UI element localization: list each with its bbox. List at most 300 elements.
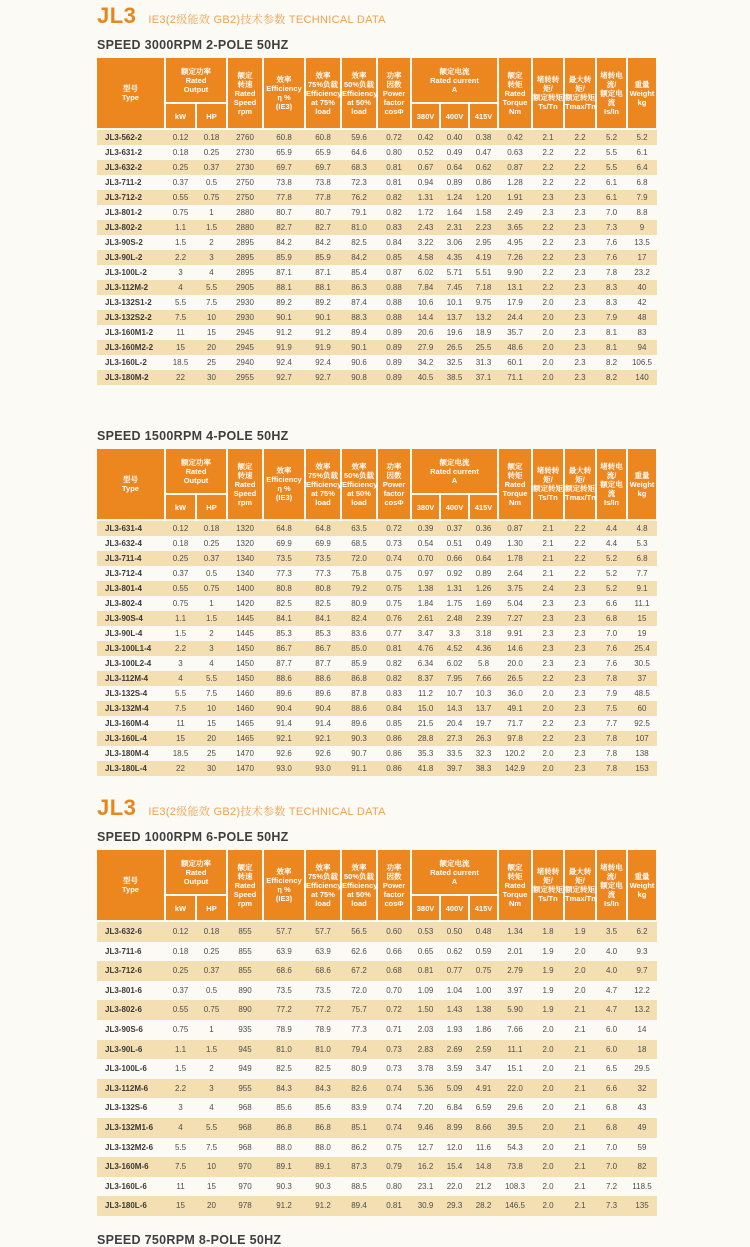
data-cell: 7.5 — [165, 1157, 196, 1177]
data-cell: 20.0 — [507, 659, 523, 668]
data-cell: 2.3 — [542, 208, 554, 217]
model-cell: JL3-160L-2 — [105, 358, 147, 367]
data-cell: 7.5 — [205, 689, 218, 698]
data-cell: 63.9 — [276, 946, 292, 956]
table-row — [97, 761, 657, 776]
data-cell: 31.3 — [475, 358, 492, 367]
data-cell: 32.5 — [446, 358, 463, 367]
data-cell: 18 — [627, 1040, 657, 1060]
data-cell: 25 — [207, 358, 216, 367]
data-cell: 2.1 — [564, 1040, 596, 1060]
data-cell: 0.89 — [377, 340, 411, 355]
data-cell: 0.74 — [377, 1118, 411, 1138]
spec-table-4pole — [97, 449, 658, 776]
data-cell: 72.0 — [341, 551, 377, 566]
data-cell: 69.7 — [263, 160, 305, 175]
data-cell: 2 — [209, 1064, 214, 1074]
data-cell: 77.3 — [276, 569, 292, 578]
table-4pole — [97, 449, 657, 776]
data-cell: 0.87 — [498, 520, 532, 536]
model-cell: JL3-100L1-4 — [97, 641, 165, 656]
data-cell: 2.3 — [574, 689, 586, 698]
data-cell: 1.5 — [196, 611, 227, 626]
table-row — [97, 701, 657, 716]
table-row — [97, 355, 657, 370]
data-cell: 2.39 — [469, 611, 498, 626]
data-cell: 1.1 — [165, 611, 196, 626]
table-row — [97, 175, 657, 190]
data-cell: 2955 — [227, 370, 263, 385]
data-cell: 2.0 — [532, 340, 564, 355]
data-cell: 2.1 — [532, 129, 564, 145]
data-cell: 88.3 — [341, 310, 377, 325]
data-cell: 955 — [227, 1079, 263, 1099]
data-cell: 89.2 — [276, 298, 292, 307]
data-cell: 0.81 — [411, 961, 440, 981]
data-cell: 3.5 — [596, 921, 627, 942]
data-cell: 90.6 — [351, 358, 367, 367]
data-cell: 2.3 — [564, 611, 596, 626]
table-row — [97, 626, 657, 641]
data-cell: 89.6 — [315, 689, 331, 698]
data-cell: 8.8 — [636, 208, 648, 217]
data-cell: 0.85 — [386, 719, 402, 728]
data-cell: 11 — [176, 719, 185, 728]
data-cell: 4.7 — [596, 1000, 627, 1020]
data-cell: 7.26 — [498, 250, 532, 265]
model-cell: JL3-711-2 — [105, 178, 142, 187]
data-cell: 0.18 — [196, 921, 227, 942]
data-cell: 0.77 — [440, 961, 469, 981]
data-cell: 2.2 — [532, 160, 564, 175]
data-cell: 5.5 — [596, 160, 627, 175]
data-cell: 15 — [207, 719, 216, 728]
data-cell: 2.3 — [574, 749, 586, 758]
data-cell: 63.9 — [315, 946, 331, 956]
data-cell: 5.2 — [596, 551, 627, 566]
data-cell: 7.0 — [596, 1157, 627, 1177]
data-cell: 82.7 — [305, 220, 341, 235]
col-header-v380: 380V — [411, 494, 440, 520]
data-cell: 1320 — [236, 539, 254, 548]
data-cell: 0.75 — [196, 190, 227, 205]
data-cell: 65.9 — [315, 148, 331, 157]
data-cell: 0.25 — [165, 551, 196, 566]
col-header-eff50: 效率 50%负载 Efficiency at 50% load — [341, 449, 377, 520]
data-cell: 9.75 — [475, 298, 492, 307]
table-row — [97, 536, 657, 551]
col-header-hp: HP — [196, 103, 227, 129]
data-cell: 49.1 — [498, 701, 532, 716]
data-cell: 2.2 — [542, 719, 554, 728]
data-cell: 90.3 — [341, 731, 377, 746]
model-cell: JL3-801-6 — [105, 985, 142, 995]
data-cell: 72.3 — [351, 178, 367, 187]
data-cell: 7.9 — [627, 190, 657, 205]
data-cell: 15.1 — [507, 1064, 523, 1074]
data-cell: 855 — [238, 946, 252, 956]
data-cell: 4.91 — [469, 1079, 498, 1099]
data-cell: 5.5 — [196, 280, 227, 295]
table-row — [97, 942, 657, 962]
data-cell: 1465 — [227, 731, 263, 746]
data-cell: 25.4 — [627, 641, 657, 656]
model-cell: JL3-180L-6 — [97, 1196, 165, 1216]
col-header-pf: 功率 因数 Power factor cosΦ — [377, 449, 411, 520]
col-header-eff75: 效率 75%负载 Efficiency at 75% load — [305, 449, 341, 520]
data-cell: 7.20 — [417, 1103, 434, 1113]
doc-header — [97, 0, 657, 29]
data-cell: 2.2 — [564, 520, 596, 536]
data-cell: 0.12 — [165, 921, 196, 942]
data-cell: 0.83 — [377, 220, 411, 235]
table-row — [97, 731, 657, 746]
model-cell: JL3-160M1-2 — [105, 328, 154, 337]
data-cell: 118.5 — [632, 1181, 652, 1191]
data-cell: 2.0 — [542, 1181, 554, 1191]
data-cell: 7.6 — [596, 250, 627, 265]
data-cell: 1420 — [236, 599, 254, 608]
data-cell: 85.3 — [315, 629, 331, 638]
model-cell: JL3-132S2-2 — [97, 310, 165, 325]
data-cell: 16.2 — [411, 1157, 440, 1177]
data-cell: 2.2 — [542, 238, 554, 247]
data-cell: 7.95 — [440, 671, 469, 686]
data-cell: 6.8 — [636, 178, 648, 187]
data-cell: 2.3 — [574, 358, 586, 367]
data-cell: 92.4 — [276, 358, 292, 367]
data-cell: 0.75 — [386, 569, 402, 578]
data-cell: 7.84 — [411, 280, 440, 295]
table-row — [97, 671, 657, 686]
data-cell: 0.75 — [172, 1024, 189, 1034]
data-cell: 48.6 — [498, 340, 532, 355]
data-cell: 73.8 — [498, 1157, 532, 1177]
data-cell: 855 — [227, 921, 263, 942]
data-cell: 7.66 — [507, 1024, 523, 1034]
data-cell: 2.1 — [542, 569, 554, 578]
model-cell: JL3-632-6 — [97, 921, 165, 942]
model-cell: JL3-631-2 — [105, 148, 142, 157]
data-cell: 1.04 — [446, 985, 463, 995]
data-cell: 146.5 — [498, 1196, 532, 1216]
table-row — [97, 340, 657, 355]
data-cell: 94 — [627, 340, 657, 355]
data-cell: 10.1 — [446, 298, 463, 307]
data-cell: 0.89 — [446, 178, 463, 187]
data-cell: 4.76 — [411, 641, 440, 656]
data-cell: 24.4 — [498, 310, 532, 325]
data-cell: 7.2 — [605, 1181, 618, 1191]
data-cell: 2.1 — [532, 520, 564, 536]
data-cell: 9.90 — [507, 268, 523, 277]
data-cell: 7.3 — [596, 220, 627, 235]
data-cell: 11 — [176, 328, 185, 337]
table-row — [97, 1196, 657, 1216]
data-cell: 1450 — [236, 659, 254, 668]
data-cell: 2.1 — [574, 1024, 586, 1034]
data-cell: 26.5 — [440, 340, 469, 355]
data-cell: 2.0 — [542, 749, 554, 758]
data-cell: 2.0 — [542, 328, 554, 337]
data-cell: 73.8 — [276, 178, 292, 187]
data-cell: 15 — [207, 1181, 216, 1191]
data-cell: 69.9 — [315, 539, 331, 548]
data-cell: 2.2 — [564, 551, 596, 566]
data-cell: 3 — [196, 1079, 227, 1099]
col-header-ts_tn: 堵转转矩/ 额定转矩 Ts/Tn — [532, 449, 564, 520]
table-row — [97, 250, 657, 265]
data-cell: 82.5 — [315, 1064, 331, 1074]
table-row — [97, 310, 657, 325]
data-cell: 2.1 — [574, 1064, 586, 1074]
data-cell: 5.5 — [605, 148, 618, 157]
data-cell: 2.2 — [165, 641, 196, 656]
data-cell: 62.6 — [351, 946, 367, 956]
model-cell: JL3-160M2-2 — [97, 340, 165, 355]
data-cell: 2.3 — [574, 328, 586, 337]
data-cell: 88.1 — [305, 280, 341, 295]
data-cell: 2730 — [236, 148, 254, 157]
data-cell: 1340 — [227, 551, 263, 566]
data-cell: 2.0 — [532, 1079, 564, 1099]
data-cell: 1.86 — [475, 1024, 492, 1034]
data-cell: 2.01 — [507, 946, 523, 956]
model-cell: JL3-160L-6 — [105, 1181, 147, 1191]
data-cell: 1 — [209, 599, 214, 608]
data-cell: 0.38 — [469, 129, 498, 145]
table-title-8pole-clipped: SPEED 750RPM 8-POLE 50HZ — [97, 1232, 282, 1247]
data-cell: 54.3 — [507, 1142, 523, 1152]
data-cell: 41.8 — [411, 761, 440, 776]
data-cell: 7.6 — [605, 238, 618, 247]
data-cell: 4.7 — [605, 985, 618, 995]
data-cell: 56.5 — [341, 921, 377, 942]
data-cell: 2930 — [236, 298, 254, 307]
data-cell: 11.2 — [418, 689, 433, 698]
data-cell: 1.26 — [469, 581, 498, 596]
model-cell: JL3-90S-2 — [105, 238, 143, 247]
data-cell: 34.2 — [417, 358, 434, 367]
col-header-hp: HP — [196, 895, 227, 921]
data-cell: 90.1 — [341, 340, 377, 355]
data-cell: 0.25 — [203, 148, 220, 157]
data-cell: 6.8 — [596, 611, 627, 626]
data-cell: 82.4 — [341, 611, 377, 626]
data-cell: 4 — [165, 671, 196, 686]
data-cell: 2.95 — [475, 238, 492, 247]
data-cell: 84.3 — [305, 1079, 341, 1099]
data-cell: 73.5 — [276, 985, 292, 995]
data-cell: 49 — [627, 1118, 657, 1138]
model-cell: JL3-712-6 — [97, 961, 165, 981]
data-cell: 2.48 — [440, 611, 469, 626]
data-cell: 79.1 — [351, 208, 367, 217]
data-cell: 15 — [165, 1196, 196, 1216]
model-cell: JL3-112M-6 — [97, 1079, 165, 1099]
col-header-v400: 400V — [440, 895, 469, 921]
data-cell: 63.5 — [341, 520, 377, 536]
data-cell: 0.59 — [475, 946, 492, 956]
data-cell: 2.1 — [564, 1196, 596, 1216]
col-header-speed: 额定 转速 Rated Speed rpm — [227, 850, 263, 921]
data-cell: 6.8 — [596, 1118, 627, 1138]
table-row — [97, 1040, 657, 1060]
data-cell: 0.5 — [205, 569, 218, 578]
data-cell: 78.9 — [276, 1024, 292, 1034]
table-row — [97, 566, 657, 581]
data-cell: 7.66 — [469, 671, 498, 686]
data-cell: 1.38 — [411, 581, 440, 596]
data-cell: 6.59 — [475, 1103, 492, 1113]
data-cell: 0.25 — [165, 160, 196, 175]
data-cell: 1.9 — [542, 946, 554, 956]
data-cell: 2.03 — [417, 1024, 434, 1034]
data-cell: 13.2 — [627, 1000, 657, 1020]
data-cell: 13.7 — [469, 701, 498, 716]
data-cell: 5.5 — [174, 689, 187, 698]
data-cell: 1.5 — [174, 238, 187, 247]
model-cell: JL3-112M-4 — [97, 671, 165, 686]
data-cell: 1.31 — [440, 581, 469, 596]
col-header-v380: 380V — [411, 895, 440, 921]
data-cell: 0.72 — [377, 129, 411, 145]
data-cell: 0.87 — [498, 160, 532, 175]
data-cell: 1.28 — [507, 178, 523, 187]
col-header-v380: 380V — [411, 103, 440, 129]
data-cell: 2.0 — [532, 370, 564, 385]
data-cell: 48.5 — [634, 689, 650, 698]
col-header-type: 型号 Type — [97, 58, 165, 129]
data-cell: 2.4 — [532, 581, 564, 596]
data-cell: 84.1 — [305, 611, 341, 626]
data-cell: 85.9 — [351, 659, 367, 668]
col-header-tmax_tn: 最大转矩/ 额定转矩 Tmax/Tn — [564, 850, 596, 921]
data-cell: 7.18 — [469, 280, 498, 295]
data-cell: 0.49 — [475, 539, 492, 548]
data-cell: 0.74 — [377, 551, 411, 566]
data-cell: 39.5 — [498, 1118, 532, 1138]
data-cell: 0.12 — [165, 520, 196, 536]
doc-header-page2 — [97, 792, 657, 821]
data-cell: 3.47 — [417, 629, 434, 638]
model-cell: JL3-632-2 — [97, 160, 165, 175]
data-cell: 33.5 — [446, 749, 463, 758]
data-cell: 0.25 — [165, 961, 196, 981]
data-cell: 0.75 — [196, 1000, 227, 1020]
data-cell: 88.6 — [263, 671, 305, 686]
data-cell: 15 — [207, 328, 216, 337]
data-cell: 2.3 — [532, 190, 564, 205]
data-cell: 7.8 — [596, 671, 627, 686]
data-cell: 5.2 — [627, 129, 657, 145]
data-cell: 15.0 — [411, 701, 440, 716]
data-cell: 2.0 — [542, 358, 554, 367]
data-cell: 0.75 — [172, 208, 189, 217]
data-cell: 1.72 — [417, 208, 434, 217]
data-cell: 7.0 — [605, 208, 618, 217]
data-cell: 15 — [627, 611, 657, 626]
data-cell: 1.58 — [475, 208, 492, 217]
data-cell: 82.7 — [263, 220, 305, 235]
data-cell: 7.8 — [605, 268, 618, 277]
data-cell: 8.2 — [596, 370, 627, 385]
data-cell: 2.2 — [574, 539, 586, 548]
data-cell: 89.2 — [315, 298, 331, 307]
table-row — [97, 746, 657, 761]
data-cell: 15 — [165, 731, 196, 746]
data-cell: 7.5 — [165, 701, 196, 716]
data-cell: 0.55 — [165, 581, 196, 596]
data-cell: 0.82 — [377, 190, 411, 205]
data-cell: 2.59 — [469, 1040, 498, 1060]
data-cell: 18.5 — [172, 358, 189, 367]
col-header-eff75: 效率 75%负载 Efficiency at 75% load — [305, 58, 341, 129]
data-cell: 2895 — [236, 268, 254, 277]
data-cell: 91.9 — [305, 340, 341, 355]
data-cell: 9.3 — [636, 946, 648, 956]
data-cell: 85.1 — [341, 1118, 377, 1138]
data-cell: 11.1 — [634, 599, 650, 608]
table-row — [97, 1157, 657, 1177]
col-header-rated_current: 额定电流 Rated current A — [411, 58, 498, 103]
data-cell: 2.0 — [532, 310, 564, 325]
data-cell: 7.0 — [605, 1142, 618, 1152]
data-cell: 2905 — [227, 280, 263, 295]
data-cell: 1.31 — [411, 190, 440, 205]
data-cell: 0.42 — [498, 129, 532, 145]
data-cell: 970 — [227, 1157, 263, 1177]
data-cell: 2.2 — [574, 148, 586, 157]
data-cell: 2.3 — [574, 629, 586, 638]
table-row — [97, 1138, 657, 1158]
data-cell: 30.5 — [634, 659, 650, 668]
data-cell: 1460 — [236, 689, 254, 698]
data-cell: 0.18 — [172, 539, 189, 548]
model-cell: JL3-100L-6 — [105, 1064, 147, 1074]
data-cell: 82.5 — [351, 238, 367, 247]
data-cell: 40 — [627, 280, 657, 295]
data-cell: 7.8 — [605, 749, 618, 758]
col-header-torque: 额定 转矩 Rated Torque Nm — [498, 58, 532, 129]
data-cell: 2.3 — [542, 629, 554, 638]
data-cell: 27.9 — [411, 340, 440, 355]
model-cell: JL3-132M1-6 — [97, 1118, 165, 1138]
col-header-is_in: 堵转电流/ 额定电流 Is/In — [596, 449, 627, 520]
data-cell: 60 — [627, 701, 657, 716]
data-cell: 2.3 — [542, 659, 554, 668]
data-cell: 3.75 — [498, 581, 532, 596]
model-cell: JL3-802-6 — [97, 1000, 165, 1020]
data-cell: 77.3 — [315, 569, 331, 578]
data-cell: 83.6 — [351, 629, 367, 638]
data-cell: 68.5 — [351, 539, 367, 548]
data-cell: 90.4 — [263, 701, 305, 716]
data-cell: 2880 — [236, 208, 254, 217]
data-cell: 90.3 — [315, 1181, 331, 1191]
data-cell: 7.45 — [440, 280, 469, 295]
data-cell: 2.23 — [469, 220, 498, 235]
data-cell: 0.73 — [377, 1040, 411, 1060]
data-cell: 88.6 — [341, 701, 377, 716]
data-cell: 7.8 — [596, 731, 627, 746]
table-row — [97, 581, 657, 596]
data-cell: 2.3 — [532, 611, 564, 626]
data-cell: 8.3 — [596, 280, 627, 295]
data-cell: 2.3 — [564, 220, 596, 235]
data-cell: 19 — [637, 629, 647, 638]
data-cell: 4.35 — [440, 250, 469, 265]
